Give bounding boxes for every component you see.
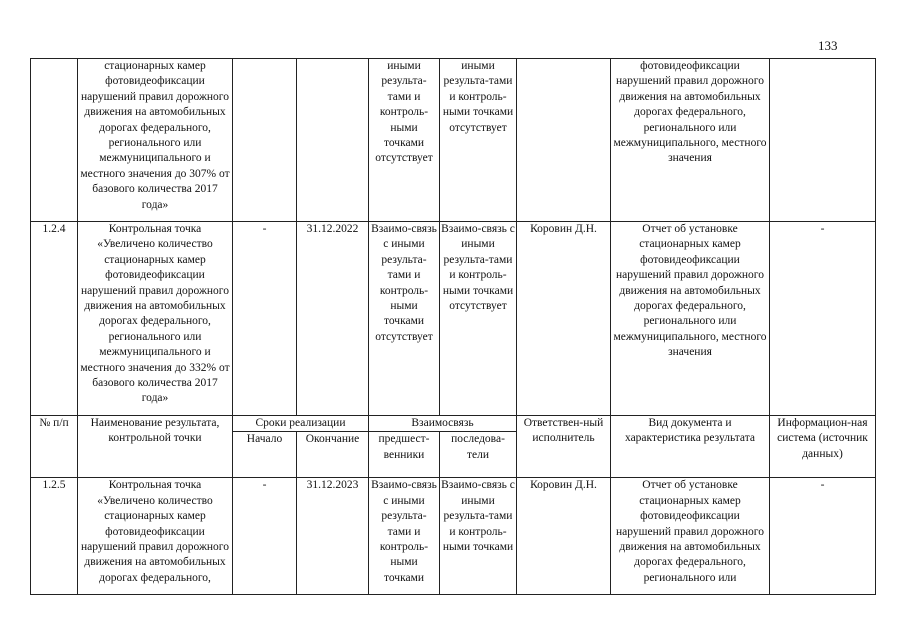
header-info-system: Информацион-ная система (источник данных) (770, 416, 876, 478)
row-number: 1.2.4 (31, 222, 78, 416)
table-row (31, 59, 876, 222)
row-number (31, 59, 78, 222)
successors: Взаимо-связь с иными результа-тами и контроль-ными точками отсутствует (440, 222, 517, 416)
end-date (297, 59, 369, 222)
header-doc-type: Вид документа и характеристика результата (611, 416, 770, 478)
result-name: Контрольная точка «Увеличено количество стационарных камер фотовидеофиксации нарушений правил дорожного движения на автомобильных дорогах федерального, (78, 478, 233, 595)
end-date: 31.12.2022 (297, 222, 369, 416)
table-row (31, 222, 876, 416)
table-row (31, 478, 876, 595)
document-type: Отчет об установке стационарных камер фотовидеофиксации нарушений правил дорожного движения на автомобильных дорогах федерального, регионального или межмуниципального, местного значения (611, 222, 770, 416)
header-row (31, 416, 876, 432)
schedule-table (30, 58, 876, 595)
result-name: Контрольная точка «Увеличено количество стационарных камер фотовидеофиксации нарушений правил дорожного движения на автомобильных дорогах федерального, регионального или межмуниципального и местного значения до 332% от базового количества 2017 года» (78, 222, 233, 416)
start-date: - (233, 478, 297, 595)
successors: Взаимо-связь с иными результа-тами и контроль-ными точками (440, 478, 517, 595)
responsible: Коровин Д.Н. (517, 478, 611, 595)
responsible (517, 59, 611, 222)
start-date: - (233, 222, 297, 416)
info-system (770, 59, 876, 222)
header-successors: последова-тели (440, 432, 517, 478)
end-date: 31.12.2023 (297, 478, 369, 595)
header-terms: Сроки реализации (233, 416, 369, 432)
row-number: 1.2.5 (31, 478, 78, 595)
header-end: Окончание (297, 432, 369, 478)
predecessors: иными результа-тами и контроль-ными точками отсутствует (369, 59, 440, 222)
header-predecessors: предшест-венники (369, 432, 440, 478)
predecessors: Взаимо-связь с иными результа-тами и контроль-ными точками отсутствует (369, 222, 440, 416)
result-name: стационарных камер фотовидеофиксации нарушений правил дорожного движения на автомобильных дорогах федерального, регионального или межмуниципального и местного значения до 307% от базового количества 2017 года» (78, 59, 233, 222)
info-system: - (770, 478, 876, 595)
header-start: Начало (233, 432, 297, 478)
header-link: Взаимосвязь (369, 416, 517, 432)
header-name: Наименование результата, контрольной точки (78, 416, 233, 478)
header-number: № п/п (31, 416, 78, 478)
info-system: - (770, 222, 876, 416)
document-type: фотовидеофиксации нарушений правил дорожного движения на автомобильных дорогах федерального, регионального или межмуниципального, местного значения (611, 59, 770, 222)
responsible: Коровин Д.Н. (517, 222, 611, 416)
predecessors: Взаимо-связь с иными результа-тами и контроль-ными точками (369, 478, 440, 595)
start-date (233, 59, 297, 222)
successors: иными результа-тами и контроль-ными точками отсутствует (440, 59, 517, 222)
document-type: Отчет об установке стационарных камер фотовидеофиксации нарушений правил дорожного движения на автомобильных дорогах федерального, регионального или (611, 478, 770, 595)
page-number: 133 (818, 38, 838, 53)
header-responsible: Ответствен-ный исполнитель (517, 416, 611, 478)
